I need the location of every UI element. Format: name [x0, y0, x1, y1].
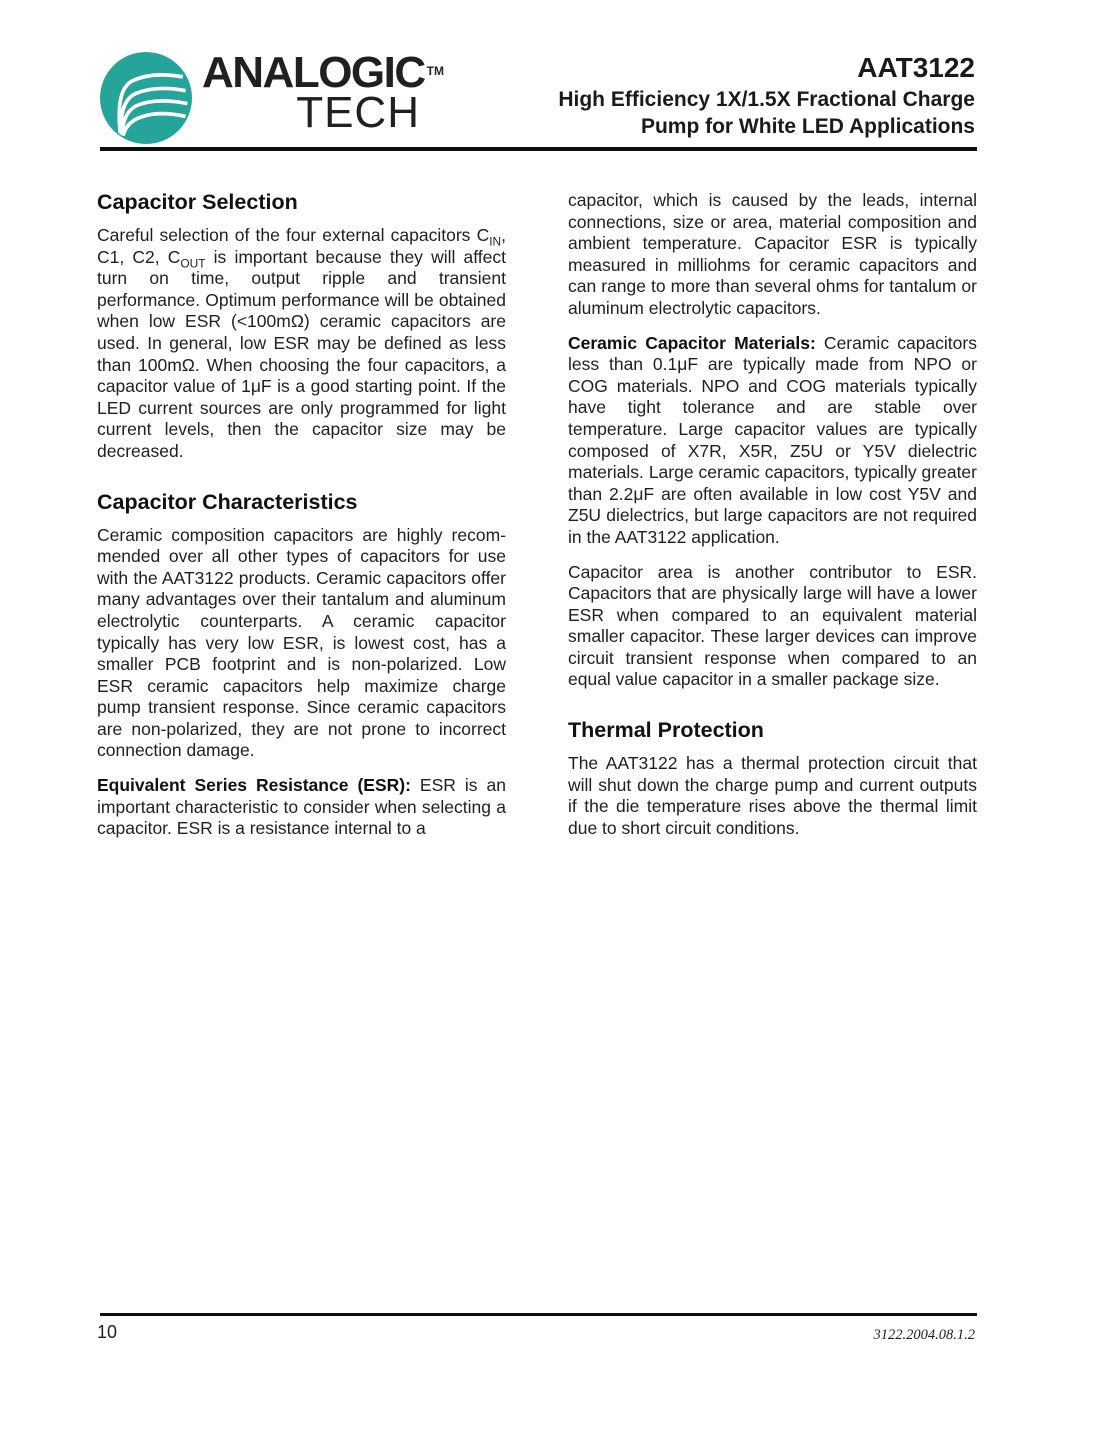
paragraph-esr-continued: capacitor, which is caused by the leads, internal connections, size or area, material composition and ambient temperature. Capacitor ESR is typically measured in milliohms for ceramic capacitors and can range to more than several ohms for tantalum or aluminum electrolytic capacitors. [568, 190, 977, 318]
paragraph-esr [97, 775, 506, 840]
paragraph-capacitor-characteristics: Ceramic composition capacitors are highly recommended over all other types of capacitors for use with the AAT3122 products. Ceramic capacitors offer many advantages over their tantalum and aluminum electrolytic counterparts. A ceramic capacitor typically has very low ESR, is lowest cost, has a smaller PCB footprint and is non-polarized. Low ESR ceramic capacitors help maximize charge pump transient response. Since ceramic capacitors are non-polarized, they are not prone to incorrect connection damage. [97, 524, 506, 761]
right-column [568, 190, 977, 853]
subtitle-line2: Pump for White LED Applications [640, 115, 975, 138]
text-run: , C1, C2, C [97, 225, 506, 267]
document-revision-code: 3122.2004.08.1.2 [873, 1327, 975, 1343]
text-run: Ceramic capacitors less than 0.1μF are typically made from NPO or COG materials. NPO and COG materials typically have tight tolerance and are stable over temperature. Large capacitor values are typically composed of X7R, X5R, Z5U or Y5V dielectric materials. Large ceramic capacitors, typically greater than 2.2μF are often available in low cost Y5V and Z5U dielectrics, but large capacitors are not required in the AAT3122 application. [568, 332, 977, 547]
brand-line2: TECH [296, 88, 420, 137]
esr-lead-in: Equivalent Series Resistance (ESR): [97, 775, 411, 796]
heading-capacitor-characteristics: Capacitor Characteristics [97, 489, 358, 514]
paragraph-capacitor-selection [97, 225, 506, 463]
brand-wordmark [202, 48, 444, 137]
footer-rule [100, 1313, 977, 1316]
text-run: ESR is an important characteristic to consider when selecting a capacitor. ESR is a resistance internal to a [97, 775, 506, 839]
header-rule [100, 147, 977, 151]
company-logo [100, 48, 444, 144]
document-subtitle [558, 86, 975, 140]
analogictech-leaf-icon [100, 52, 192, 144]
page-body [97, 190, 977, 853]
brand-name-analogic: ANALOGIC [202, 48, 425, 97]
subscript-cout: OUT [180, 256, 206, 271]
subtitle-line1: High Efficiency 1X/1.5X Fractional Charge [558, 88, 975, 111]
ceramic-materials-lead-in: Ceramic Capacitor Materials: [568, 332, 816, 353]
paragraph-ceramic-materials [568, 333, 977, 549]
subscript-cin: IN [489, 234, 502, 249]
paragraph-capacitor-area: Capacitor area is another contributor to ESR. Capacitors that are physically large will have a lower ESR when compared to an equivalent material smaller capacitor. These larger devices can improve circuit transient response when compared to an equal value capacitor in a smaller package size. [568, 561, 977, 690]
heading-capacitor-selection: Capacitor Selection [97, 190, 298, 214]
heading-thermal-protection: Thermal Protection [568, 718, 764, 743]
document-title-block [558, 52, 975, 140]
text-run: Careful selection of the four external capacitors C [97, 225, 490, 245]
page-number: 10 [97, 1322, 118, 1342]
part-number: AAT3122 [857, 52, 975, 83]
paragraph-thermal-protection: The AAT3122 has a thermal protection circuit that will shut down the charge pump and current outputs if the die temperature rises above the thermal limit due to short circuit conditions. [568, 753, 977, 838]
trademark-symbol: TM [426, 64, 444, 78]
text-run: is important because they will affect turn on time, output ripple and transient performance. Optimum performance will be obtained when low ESR (<100mΩ) ceramic capacitors are used. In general, low ESR may be defined as less than 100mΩ. When choosing the four capacitors, a capacitor value of 1μF is a good starting point. If the LED current sources are only programmed for light current levels, then the capacitor size may be decreased. [97, 246, 507, 461]
left-column [97, 190, 506, 853]
